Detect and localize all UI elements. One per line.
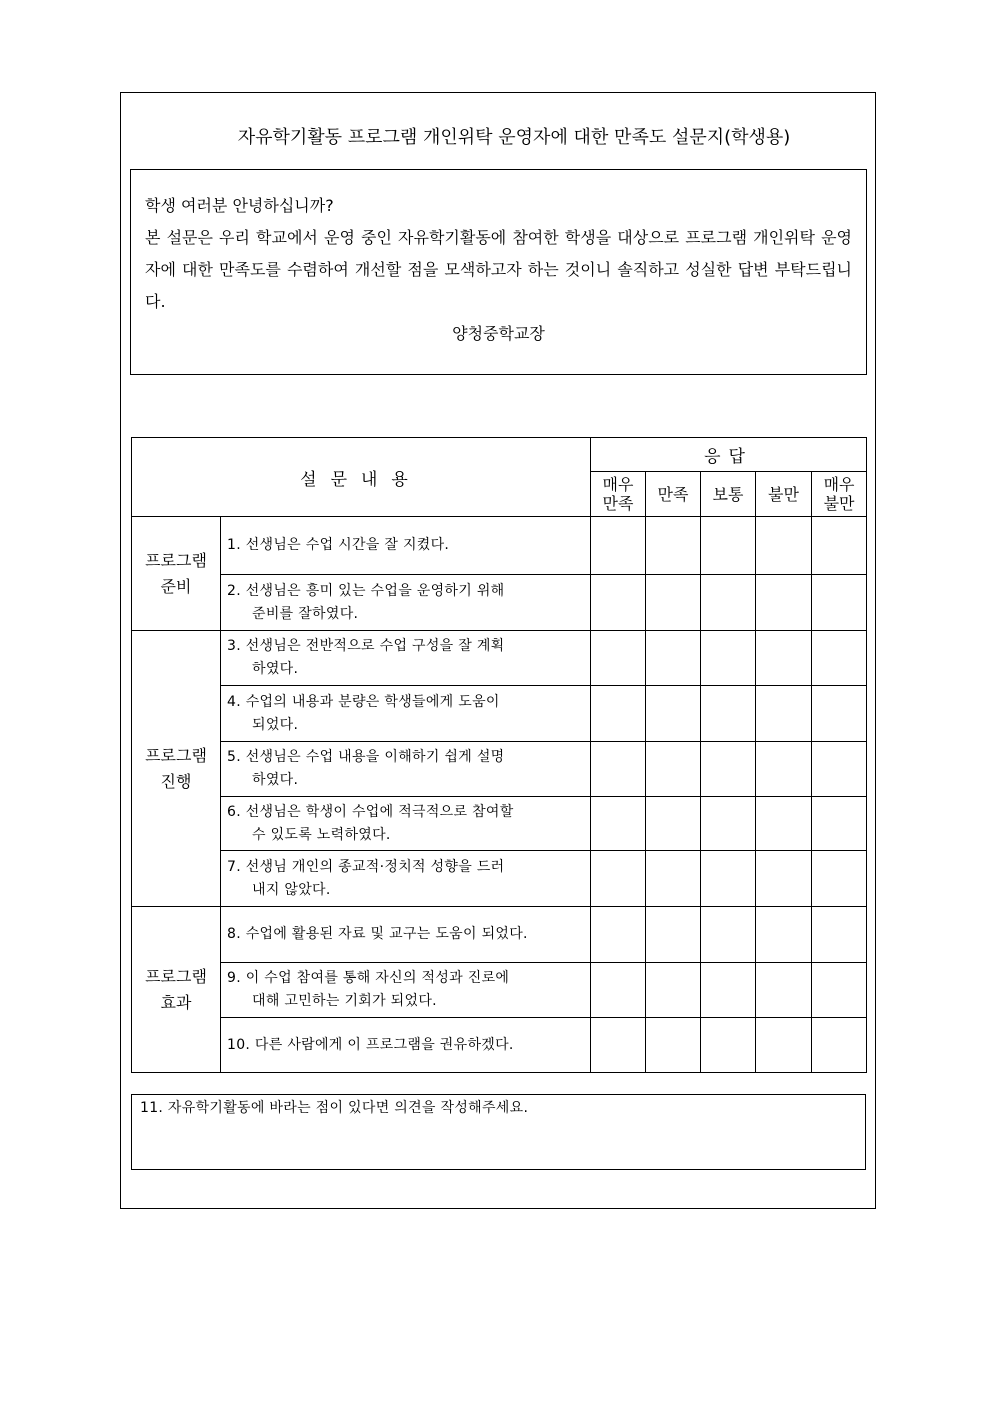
question-2: 2. 선생님은 흥미 있는 수업을 운영하기 위해 준비를 잘하였다. <box>221 575 591 631</box>
answer-cell[interactable] <box>701 517 756 575</box>
answer-cell[interactable] <box>646 742 701 797</box>
page-title: 자유학기활동 프로그램 개인위탁 운영자에 대한 만족도 설문지(학생용) <box>237 127 791 148</box>
answer-cell[interactable] <box>756 1018 812 1073</box>
answer-cell[interactable] <box>646 851 701 907</box>
answer-cell[interactable] <box>756 907 812 963</box>
answer-cell[interactable] <box>701 797 756 851</box>
question-1: 1. 선생님은 수업 시간을 잘 지켰다. <box>221 517 591 575</box>
answer-cell[interactable] <box>701 742 756 797</box>
option-dissatisfied: 불만 <box>756 472 812 517</box>
answer-cell[interactable] <box>646 517 701 575</box>
answer-cell[interactable] <box>812 631 867 686</box>
answer-cell[interactable] <box>756 631 812 686</box>
answer-cell[interactable] <box>701 851 756 907</box>
option-very-dissatisfied: 매우 불만 <box>812 472 867 517</box>
intro-greeting: 학생 여러분 안녕하십니까? <box>145 196 334 215</box>
answer-cell[interactable] <box>591 907 646 963</box>
answer-cell[interactable] <box>591 631 646 686</box>
intro-body: 본 설문은 우리 학교에서 운영 중인 자유학기활동에 참여한 학생을 대상으로 프로그램 개인위탁 운영자에 대한 만족도를 수렴하여 개선할 점을 모색하고자 하는 것이니 솔직하고 성실한 답변 부탁드립니다. <box>145 228 852 311</box>
answer-cell[interactable] <box>701 575 756 631</box>
response-header: 응답 <box>591 438 867 472</box>
question-9: 9. 이 수업 참여를 통해 자신의 적성과 진로에 대해 고민하는 기회가 되었다. <box>221 963 591 1018</box>
opinion-box[interactable] <box>131 1094 866 1170</box>
answer-cell[interactable] <box>812 797 867 851</box>
answer-cell[interactable] <box>646 686 701 742</box>
question-10: 10. 다른 사람에게 이 프로그램을 권유하겠다. <box>221 1018 591 1073</box>
question-8: 8. 수업에 활용된 자료 및 교구는 도움이 되었다. <box>221 907 591 963</box>
intro-signature: 양청중학교장 <box>452 324 545 343</box>
answer-cell[interactable] <box>812 963 867 1018</box>
option-very-satisfied: 매우 만족 <box>591 472 646 517</box>
answer-cell[interactable] <box>646 575 701 631</box>
survey-frame <box>120 92 876 1209</box>
question-5: 5. 선생님은 수업 내용을 이해하기 쉽게 설명 하였다. <box>221 742 591 797</box>
option-neutral: 보통 <box>701 472 756 517</box>
answer-cell[interactable] <box>812 575 867 631</box>
answer-cell[interactable] <box>646 963 701 1018</box>
answer-cell[interactable] <box>812 1018 867 1073</box>
answer-cell[interactable] <box>591 797 646 851</box>
category-progress: 프로그램 진행 <box>132 631 221 907</box>
answer-cell[interactable] <box>812 851 867 907</box>
category-preparation: 프로그램 준비 <box>132 517 221 631</box>
answer-cell[interactable] <box>756 851 812 907</box>
answer-cell[interactable] <box>591 742 646 797</box>
answer-cell[interactable] <box>646 907 701 963</box>
answer-cell[interactable] <box>591 851 646 907</box>
answer-cell[interactable] <box>812 686 867 742</box>
answer-cell[interactable] <box>756 686 812 742</box>
content-header: 설문내용 <box>132 438 591 517</box>
answer-cell[interactable] <box>701 907 756 963</box>
opinion-label: 11. 자유학기활동에 바라는 점이 있다면 의견을 작성해주세요. <box>140 1100 529 1116</box>
intro-box <box>130 169 867 375</box>
category-effect: 프로그램 효과 <box>132 907 221 1073</box>
answer-cell[interactable] <box>591 1018 646 1073</box>
question-6: 6. 선생님은 학생이 수업에 적극적으로 참여할 수 있도록 노력하였다. <box>221 797 591 851</box>
answer-cell[interactable] <box>812 517 867 575</box>
answer-cell[interactable] <box>701 1018 756 1073</box>
answer-cell[interactable] <box>646 1018 701 1073</box>
question-4: 4. 수업의 내용과 분량은 학생들에게 도움이 되었다. <box>221 686 591 742</box>
answer-cell[interactable] <box>591 575 646 631</box>
answer-cell[interactable] <box>756 517 812 575</box>
answer-cell[interactable] <box>701 686 756 742</box>
option-satisfied: 만족 <box>646 472 701 517</box>
answer-cell[interactable] <box>591 686 646 742</box>
answer-cell[interactable] <box>812 907 867 963</box>
answer-cell[interactable] <box>646 797 701 851</box>
answer-cell[interactable] <box>701 963 756 1018</box>
question-3: 3. 선생님은 전반적으로 수업 구성을 잘 계획 하였다. <box>221 631 591 686</box>
answer-cell[interactable] <box>756 742 812 797</box>
answer-cell[interactable] <box>812 742 867 797</box>
survey-table <box>131 437 867 1073</box>
answer-cell[interactable] <box>591 517 646 575</box>
answer-cell[interactable] <box>701 631 756 686</box>
answer-cell[interactable] <box>591 963 646 1018</box>
answer-cell[interactable] <box>646 631 701 686</box>
answer-cell[interactable] <box>756 797 812 851</box>
answer-cell[interactable] <box>756 575 812 631</box>
question-7: 7. 선생님 개인의 종교적·정치적 성향을 드러 내지 않았다. <box>221 851 591 907</box>
answer-cell[interactable] <box>756 963 812 1018</box>
